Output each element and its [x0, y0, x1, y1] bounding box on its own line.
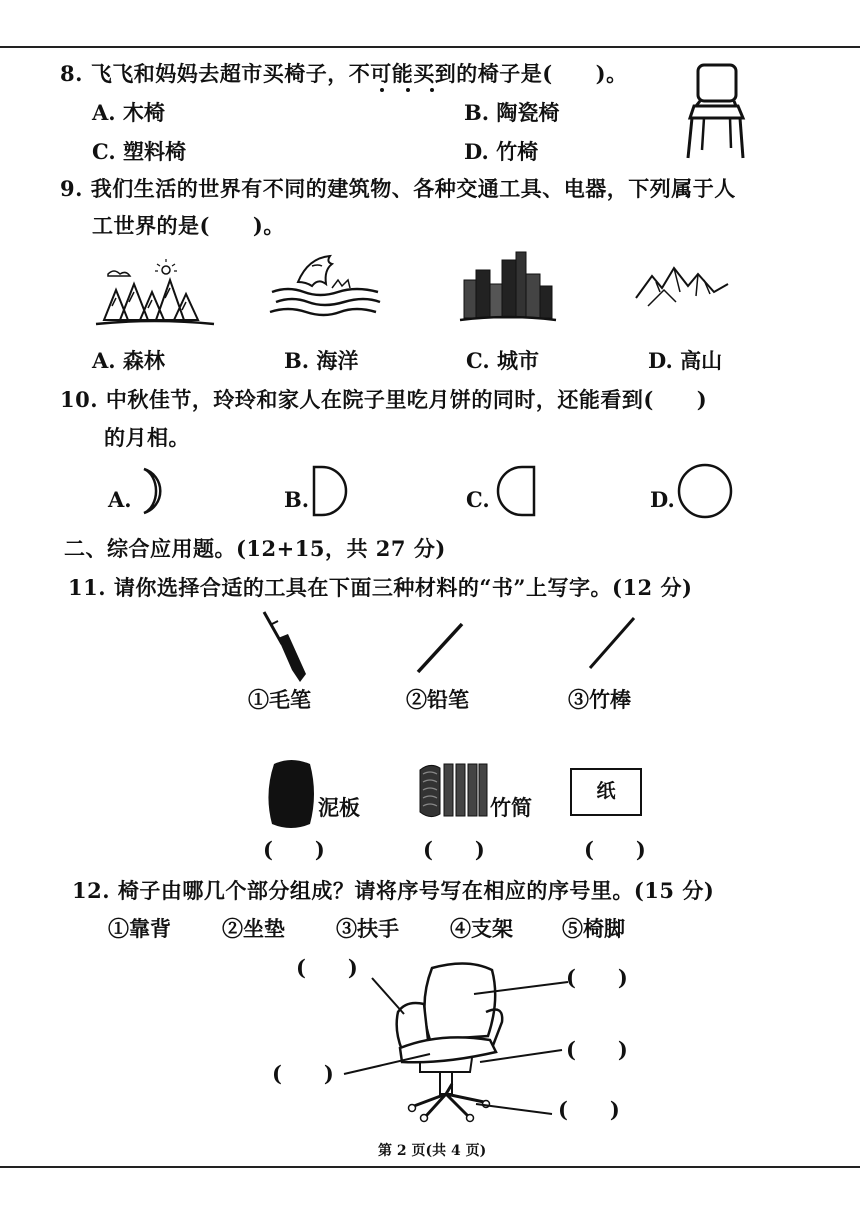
q9-option-d[interactable]: D. 高山 — [648, 348, 723, 373]
q9-stem-line2: 工世界的是( )。 — [92, 213, 285, 238]
q12-stem: 12. 椅子由哪几个部分组成？请将序号写在相应的序号里。(15 分) — [72, 878, 715, 903]
q9-option-b[interactable]: B. 海洋 — [284, 348, 359, 373]
q11-answer-blank-clay[interactable]: ( ) — [263, 837, 325, 862]
q9-stem-line1: 9. 我们生活的世界有不同的建筑物、各种交通工具、电器，下列属于人 — [60, 176, 736, 201]
q12-blank-legs[interactable]: ( ) — [558, 1097, 620, 1122]
q8-option-a[interactable]: A. 木椅 — [92, 100, 165, 125]
tool-brush-label: ①毛笔 — [248, 687, 311, 712]
q9-option-c[interactable]: C. 城市 — [466, 348, 539, 373]
q10-stem-line1: 10. 中秋佳节，玲玲和家人在院子里吃月饼的同时，还能看到( ) — [60, 387, 708, 412]
material-bamboo-label: 竹简 — [490, 795, 532, 820]
q12-blank-armrest[interactable]: ( ) — [566, 1037, 628, 1062]
q10-option-b[interactable]: B. — [284, 487, 310, 512]
part-legs-label: ⑤椅脚 — [562, 916, 625, 941]
q10-option-d[interactable]: D. — [650, 487, 675, 512]
tool-pencil-label: ②铅笔 — [406, 687, 469, 712]
q8-option-c[interactable]: C. 塑料椅 — [92, 139, 186, 164]
q11-answer-blank-paper[interactable]: ( ) — [584, 837, 646, 862]
part-seat-label: ②坐垫 — [222, 916, 285, 941]
q12-blank-seat[interactable]: ( ) — [272, 1061, 334, 1086]
q11-answer-blank-bamboo[interactable]: ( ) — [423, 837, 485, 862]
q12-blank-backrest[interactable]: ( ) — [566, 965, 628, 990]
q8-option-d[interactable]: D. 竹椅 — [464, 139, 539, 164]
section2-title: 二、综合应用题。(12+15，共 27 分) — [64, 536, 446, 561]
part-backrest-label: ①靠背 — [108, 916, 171, 941]
page-number: 第 2 页(共 4 页) — [378, 1143, 487, 1159]
q8-stem: 8. 飞飞和妈妈去超市买椅子，不可能买到的椅子是( )。 — [60, 61, 628, 86]
q10-option-a[interactable]: A. — [108, 487, 132, 512]
tool-bamboo-stick-label: ③竹棒 — [568, 687, 631, 712]
bottom-rule — [0, 1166, 860, 1168]
q12-blank-backrest-line[interactable]: ( ) — [296, 955, 358, 980]
q10-option-c[interactable]: C. — [466, 487, 490, 512]
part-frame-label: ④支架 — [450, 916, 513, 941]
q11-stem: 11. 请你选择合适的工具在下面三种材料的“书”上写字。(12 分) — [68, 575, 693, 600]
q9-option-a[interactable]: A. 森林 — [92, 348, 165, 373]
material-clay-label: 泥板 — [318, 795, 360, 820]
part-armrest-label: ③扶手 — [336, 916, 399, 941]
q10-stem-line2: 的月相。 — [104, 425, 190, 450]
material-paper-label: 纸 — [596, 780, 616, 802]
q8-option-b[interactable]: B. 陶瓷椅 — [464, 100, 560, 125]
